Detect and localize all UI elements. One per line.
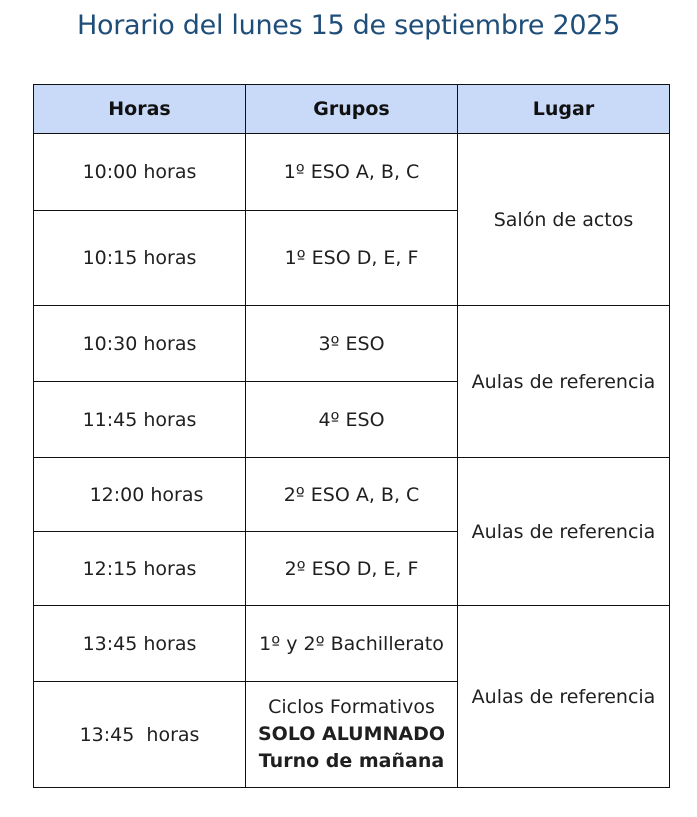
group-cell: 3º ESO (246, 306, 458, 382)
hour-cell: 13:45 horas (34, 682, 246, 788)
table-row (34, 458, 670, 532)
hour-cell: 12:15 horas (34, 532, 246, 606)
group-cell: 2º ESO D, E, F (246, 532, 458, 606)
hour-cell: 10:30 horas (34, 306, 246, 382)
group-cell: 1º ESO D, E, F (246, 211, 458, 306)
hour-cell: 12:00 horas (34, 458, 246, 532)
group-cell: 2º ESO A, B, C (246, 458, 458, 532)
table-header-row (34, 85, 670, 134)
place-cell: Aulas de referencia (458, 306, 670, 458)
group-cell (246, 682, 458, 788)
place-cell: Aulas de referencia (458, 458, 670, 606)
table-row (34, 306, 670, 382)
page-title: Horario del lunes 15 de septiembre 2025 (77, 10, 620, 41)
place-cell: Salón de actos (458, 134, 670, 306)
group-cell: 4º ESO (246, 382, 458, 458)
table-row (34, 606, 670, 682)
group-line-students-only: SOLO ALUMNADO (257, 723, 446, 745)
hour-cell: 10:15 horas (34, 211, 246, 306)
group-line-cycles: Ciclos Formativos (268, 696, 435, 718)
group-cell: 1º y 2º Bachillerato (246, 606, 458, 682)
hour-cell: 11:45 horas (34, 382, 246, 458)
group-cell: 1º ESO A, B, C (246, 134, 458, 211)
column-header-groups: Grupos (246, 85, 458, 134)
place-cell: Aulas de referencia (458, 606, 670, 788)
column-header-place: Lugar (458, 85, 670, 134)
table-row (34, 134, 670, 211)
hour-cell: 13:45 horas (34, 606, 246, 682)
hour-cell: 10:00 horas (34, 134, 246, 211)
schedule-table (33, 84, 670, 788)
group-line-morning-shift: Turno de mañana (258, 750, 445, 772)
column-header-hours: Horas (34, 85, 246, 134)
